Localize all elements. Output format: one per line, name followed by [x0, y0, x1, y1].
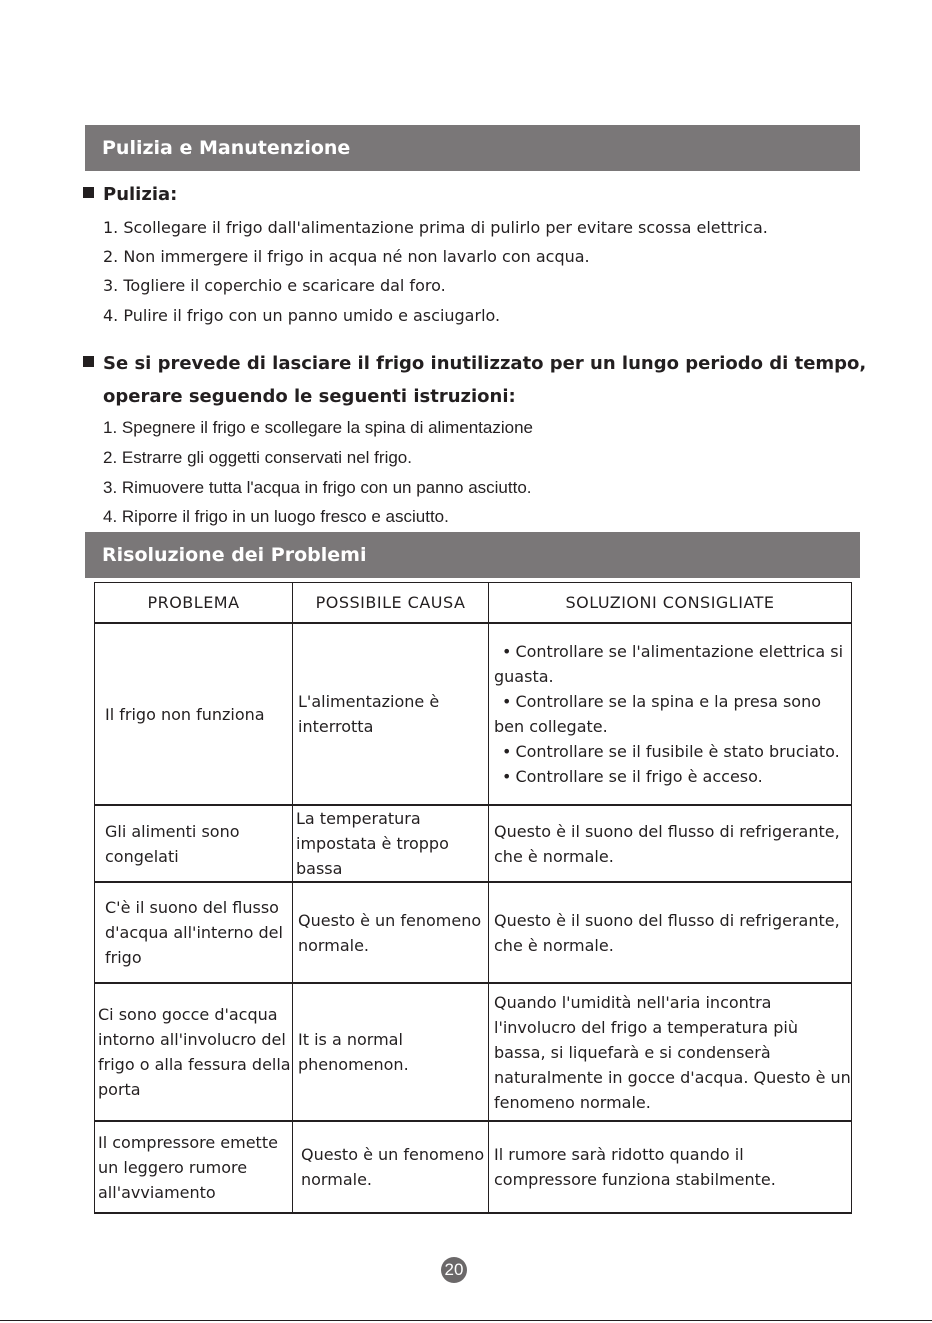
problem-cell: C'è il suono del flusso d'acqua all'interno del frigo: [95, 882, 293, 983]
solution-cell: [489, 623, 852, 805]
solution-bullet-item: • Controllare se l'alimentazione elettrica si guasta.: [494, 642, 844, 686]
section-title-maintenance: Pulizia e Manutenzione: [85, 125, 860, 171]
bullet-square-icon: [83, 356, 94, 367]
cause-cell: Questo è un fenomeno normale.: [293, 1121, 489, 1213]
solution-bullet-item: • Controllare se il frigo è acceso.: [502, 767, 763, 786]
solution-cell: Quando l'umidità nell'aria incontra l'involucro del frigo a temperatura più bassa, si liquefarà e si condenserà naturalmente in gocce d'acqua. Questo è un fenomeno normale.: [489, 983, 852, 1121]
column-header-cause: POSSIBILE CAUSA: [293, 583, 489, 624]
cleaning-item: 3. Togliere il coperchio e scaricare dal foro.: [103, 276, 446, 295]
problem-cell: Il compressore emette un leggero rumore all'avviamento: [95, 1121, 293, 1213]
solution-bullet-item: • Controllare se la spina e la presa sono ben collegate.: [494, 692, 822, 736]
cleaning-heading: Pulizia:: [103, 184, 178, 205]
bullet-square-icon: [83, 187, 94, 198]
section-title-troubleshooting: Risoluzione dei Problemi: [85, 532, 860, 578]
solution-cell: Questo è il suono del flusso di refrigerante, che è normale.: [489, 805, 852, 882]
table-row: [95, 805, 852, 882]
cause-cell: L'alimentazione è interrotta: [293, 623, 489, 805]
cause-cell: Questo è un fenomeno normale.: [293, 882, 489, 983]
solution-cell: Questo è il suono del flusso di refrigerante, che è normale.: [489, 882, 852, 983]
column-header-solutions: SOLUZIONI CONSIGLIATE: [489, 583, 852, 624]
table-header-row: [95, 583, 852, 624]
solution-bullet-item: • Controllare se il fusibile è stato bruciato.: [502, 742, 840, 761]
storage-item: 4. Riporre il frigo in un luogo fresco e asciutto.: [103, 507, 449, 526]
table-row: [95, 1121, 852, 1213]
footer-rule: [0, 1320, 932, 1321]
troubleshooting-table: [94, 582, 852, 1214]
solution-cell: Il rumore sarà ridotto quando il compressore funziona stabilmente.: [489, 1121, 852, 1213]
storage-heading-line1: Se si prevede di lasciare il frigo inutilizzato per un lungo periodo di tempo,: [103, 353, 867, 374]
table-row: [95, 983, 852, 1121]
problem-cell: Gli alimenti sono congelati: [95, 805, 293, 882]
table-row: [95, 882, 852, 983]
cleaning-item: 1. Scollegare il frigo dall'alimentazione prima di pulirlo per evitare scossa elettrica.: [103, 218, 768, 237]
storage-item: 3. Rimuovere tutta l'acqua in frigo con un panno asciutto.: [103, 478, 532, 497]
table-row: [95, 623, 852, 805]
problem-cell: Ci sono gocce d'acqua intorno all'involucro del frigo o alla fessura della porta: [95, 983, 293, 1121]
storage-item: 1. Spegnere il frigo e scollegare la spina di alimentazione: [103, 418, 533, 437]
page-number-badge: 20: [441, 1257, 467, 1283]
column-header-problem: PROBLEMA: [95, 583, 293, 624]
cleaning-item: 2. Non immergere il frigo in acqua né non lavarlo con acqua.: [103, 247, 590, 266]
cause-cell: La temperatura impostata è troppo bassa: [293, 805, 489, 882]
storage-item: 2. Estrarre gli oggetti conservati nel frigo.: [103, 448, 412, 467]
storage-heading-line2: operare seguendo le seguenti istruzioni:: [103, 386, 516, 407]
cleaning-item: 4. Pulire il frigo con un panno umido e asciugarlo.: [103, 306, 501, 325]
problem-cell: Il frigo non funziona: [95, 623, 293, 805]
cause-cell: It is a normal phenomenon.: [293, 983, 489, 1121]
